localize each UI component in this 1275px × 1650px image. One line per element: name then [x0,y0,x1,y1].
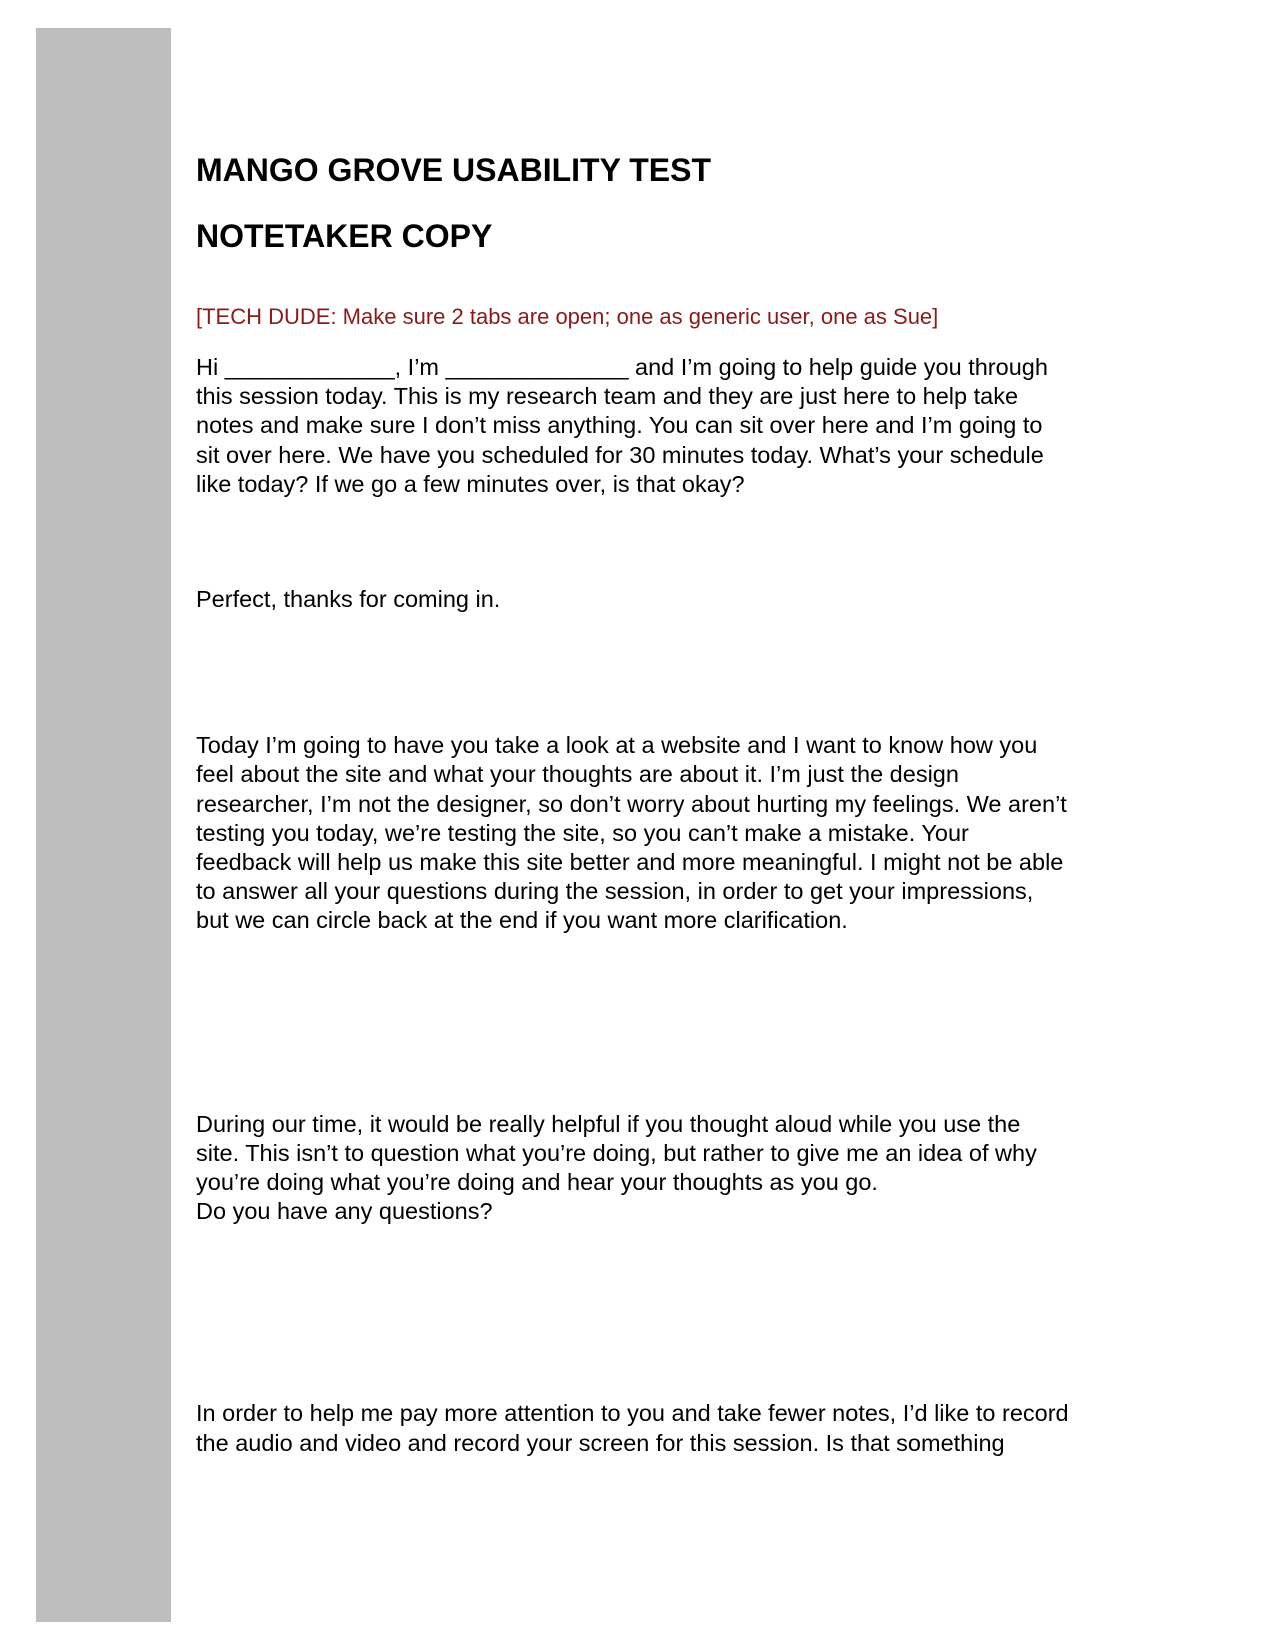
tech-note: [TECH DUDE: Make sure 2 tabs are open; one as generic user, one as Sue] [196,304,939,329]
document-title: MANGO GROVE USABILITY TEST [196,152,711,188]
document-subtitle: NOTETAKER COPY [196,218,493,254]
paragraph-recording: In order to help me pay more attention to you and take fewer notes, I’d like to record the audio and video and record your screen for this session. Is that something [196,1400,1069,1456]
paragraph-intro: Hi _____________, I’m ______________ and I’m going to help guide you through this session today. This is my research team and they are just here to help take notes and make sure I don’t miss anything. You can sit over here and I’m going to sit over here. We have you scheduled for 30 minutes today. What’s your schedule like today? If we go a few minutes over, is that okay? [196,354,1048,497]
paragraph-think-aloud: During our time, it would be really helpful if you thought aloud while you use the site. This isn’t to question what you’re doing, but rather to give me an idea of why you’re doing what you’re doing and hear your thoughts as you go. Do you have any questions? [196,1110,1037,1225]
document-body [196,148,1136,1458]
left-margin-bar [36,28,171,1622]
paragraph-thanks: Perfect, thanks for coming in. [196,586,501,613]
paragraph-overview: Today I’m going to have you take a look at a website and I want to know how you feel about the site and what your thoughts are about it. I’m just the design researcher, I’m not the designer, so don’t worry about hurting my feelings. We aren’t testing you today, we’re testing the site, so you can’t make a mistake. Your feedback will help us make this site better and more meaningful. I might not be able to answer all your questions during the session, in order to get your impressions, but we can circle back at the end if you want more clarification. [196,732,1067,934]
